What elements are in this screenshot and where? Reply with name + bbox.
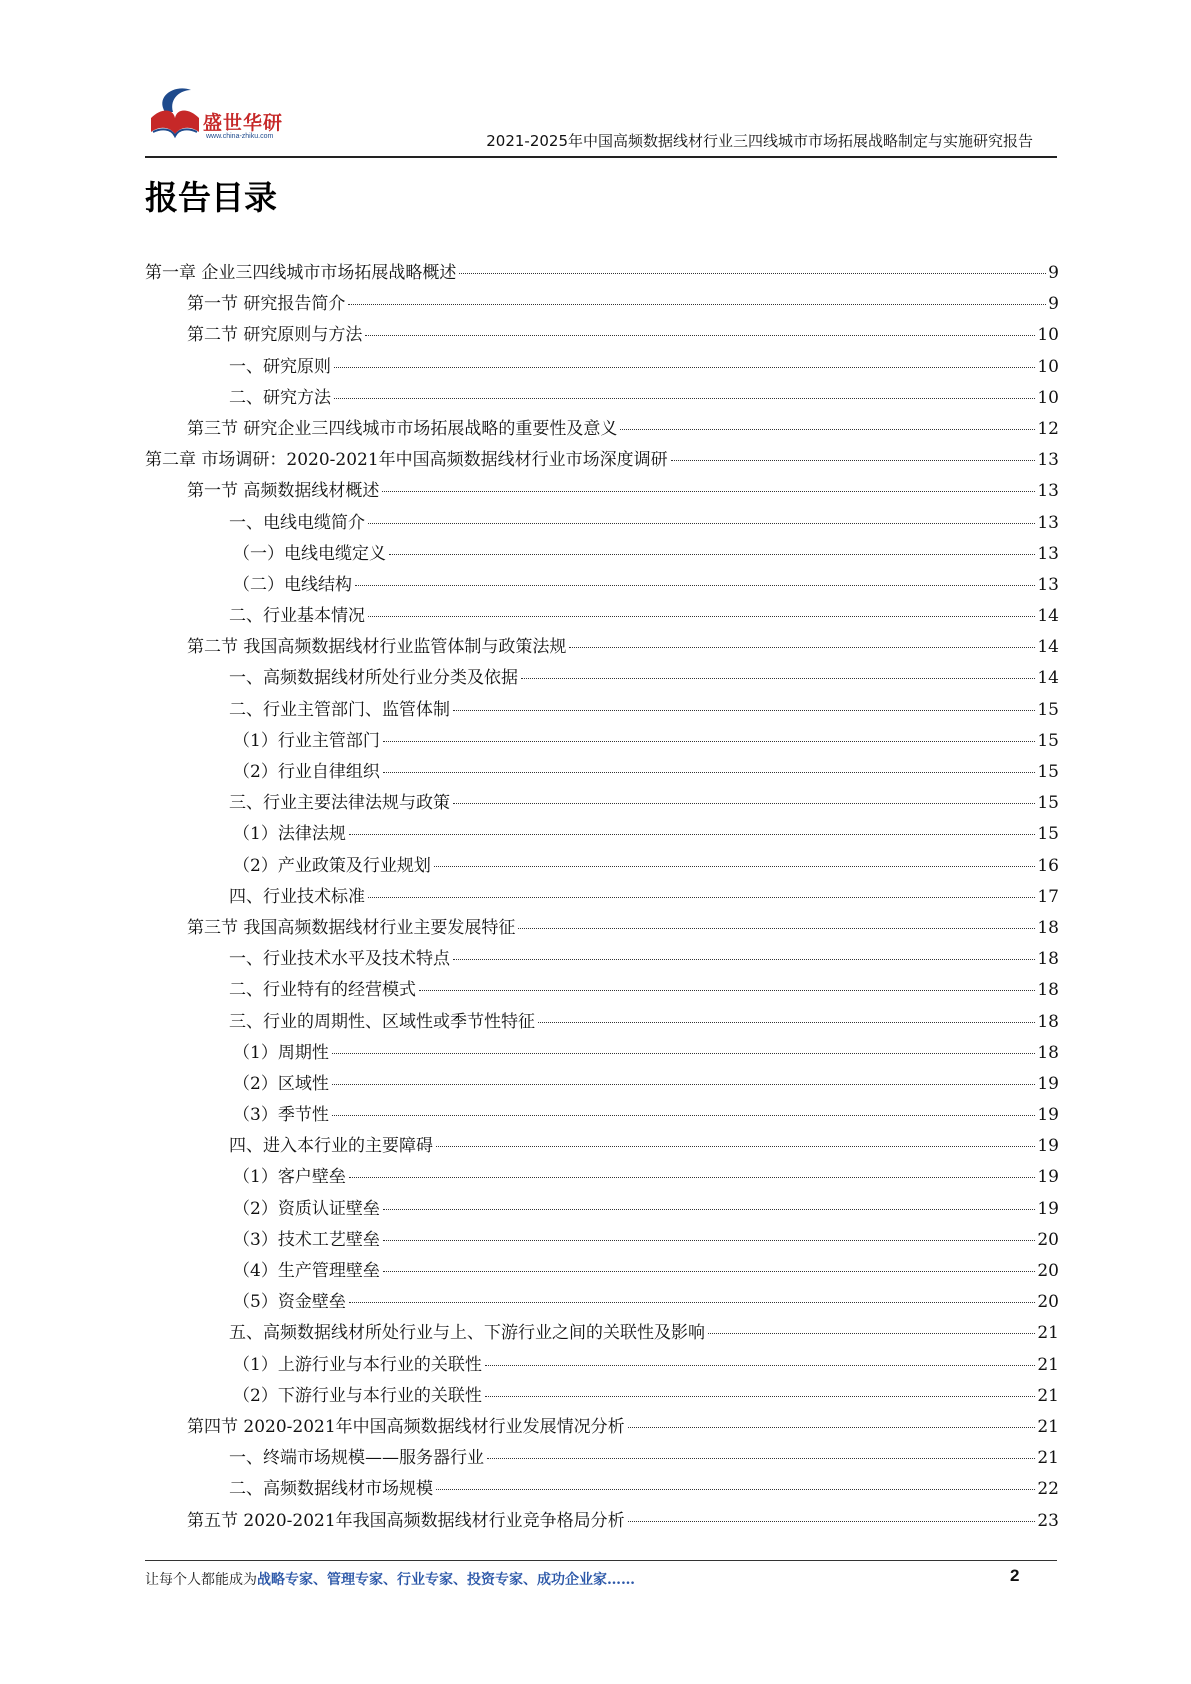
toc-entry[interactable] [145, 1225, 1059, 1256]
toc-entry-page: 13 [1037, 450, 1059, 471]
toc-leader-dots [332, 1114, 1036, 1116]
toc-entry-title: 第三节 我国高频数据线材行业主要发展特征 [187, 917, 516, 938]
toc-entry-title: 二、行业主管部门、监管体制 [229, 699, 450, 720]
toc-entry-page: 13 [1037, 543, 1059, 564]
toc-leader-dots [383, 771, 1036, 773]
toc-entry-title: （2）行业自律组织 [233, 762, 380, 782]
toc-entry-page: 15 [1037, 762, 1059, 782]
toc-leader-dots [453, 958, 1035, 960]
toc-leader-dots [382, 490, 1035, 492]
toc-entry[interactable] [145, 1194, 1059, 1225]
toc-entry[interactable] [145, 1038, 1059, 1069]
toc-entry[interactable] [145, 819, 1059, 850]
toc-entry-page: 10 [1037, 325, 1059, 346]
toc-entry[interactable] [145, 508, 1059, 539]
toc-entry[interactable] [145, 289, 1059, 320]
toc-leader-dots [459, 272, 1046, 274]
toc-entry-page: 19 [1037, 1167, 1059, 1188]
toc-entry-page: 16 [1037, 855, 1059, 876]
slogan-prefix: 让每个人都能成为 [145, 1572, 257, 1588]
toc-entry[interactable] [145, 570, 1059, 601]
toc-entry[interactable] [145, 1131, 1059, 1162]
toc-leader-dots [349, 1301, 1036, 1303]
report-title: 2021-2025年中国高频数据线材行业三四线城市市场拓展战略制定与实施研究报告 [486, 132, 1033, 150]
toc-entry-page: 21 [1037, 1385, 1059, 1406]
toc-entry-page: 19 [1037, 1136, 1059, 1157]
toc-entry-page: 15 [1037, 824, 1059, 845]
toc-leader-dots [334, 366, 1035, 368]
toc-leader-dots [368, 896, 1035, 898]
toc-entry-title: 第五节 2020-2021年我国高频数据线材行业竞争格局分析 [187, 1510, 625, 1531]
toc-leader-dots [628, 1520, 1036, 1522]
toc-entry-title: 二、研究方法 [229, 387, 331, 408]
toc-leader-dots [671, 459, 1036, 461]
toc-entry-title: （一）电线电缆定义 [233, 543, 386, 564]
toc-entry-title: 二、行业基本情况 [229, 606, 365, 627]
toc-entry[interactable] [145, 788, 1059, 819]
toc-entry[interactable] [145, 1412, 1059, 1443]
toc-entry-title: 第二章 市场调研：2020-2021年中国高频数据线材行业市场深度调研 [145, 450, 668, 471]
toc-entry[interactable] [145, 975, 1059, 1006]
toc-entry-title: （1）周期性 [233, 1042, 329, 1063]
toc-entry-page: 18 [1037, 1011, 1059, 1032]
toc-entry[interactable] [145, 1350, 1059, 1381]
logo-url: www.china-zhiku.com [206, 133, 274, 140]
toc-entry-page: 17 [1037, 886, 1059, 907]
toc-entry-page: 18 [1037, 980, 1059, 1001]
toc-leader-dots [355, 584, 1035, 586]
toc-entry-page: 20 [1037, 1229, 1059, 1250]
toc-entry[interactable] [145, 1287, 1059, 1318]
toc-entry[interactable] [145, 320, 1059, 351]
toc-entry[interactable] [145, 601, 1059, 632]
toc-leader-dots [620, 428, 1035, 430]
toc-entry-page: 21 [1037, 1448, 1059, 1469]
toc-entry-title: （二）电线结构 [233, 574, 352, 595]
toc-entry-page: 10 [1037, 356, 1059, 377]
page-title: 报告目录 [145, 178, 277, 217]
toc-entry-page: 15 [1037, 730, 1059, 751]
slogan-highlight: 战略专家、管理专家、行业专家、投资专家、成功企业家…… [257, 1572, 635, 1588]
footer-divider [145, 1560, 1057, 1561]
toc-entry-page: 18 [1037, 1042, 1059, 1063]
toc-entry-page: 18 [1037, 949, 1059, 970]
toc-entry[interactable] [145, 1162, 1059, 1193]
toc-entry-page: 21 [1037, 1354, 1059, 1375]
toc-entry-title: 第三节 研究企业三四线城市市场拓展战略的重要性及意义 [187, 418, 618, 439]
toc-entry[interactable] [145, 1256, 1059, 1287]
toc-entry[interactable] [145, 913, 1059, 944]
toc-entry[interactable] [145, 352, 1059, 383]
toc-entry-page: 19 [1037, 1198, 1059, 1219]
toc-leader-dots [485, 1395, 1036, 1397]
toc-entry[interactable] [145, 632, 1059, 663]
toc-entry-page: 20 [1037, 1292, 1059, 1313]
toc-entry-page: 13 [1037, 481, 1059, 502]
toc-leader-dots [368, 522, 1035, 524]
toc-entry[interactable] [145, 445, 1059, 476]
toc-leader-dots [383, 1239, 1036, 1241]
toc-entry-title: 一、电线电缆简介 [229, 512, 365, 533]
toc-entry-page: 10 [1037, 387, 1059, 408]
toc-entry-title: 第二节 我国高频数据线材行业监管体制与政策法规 [187, 637, 567, 658]
toc-entry-title: （1）客户壁垒 [233, 1167, 346, 1188]
toc-entry-title: （3）季节性 [233, 1105, 329, 1126]
toc-entry-title: （2）产业政策及行业规划 [233, 855, 431, 876]
toc-entry-title: 第二节 研究原则与方法 [187, 325, 363, 346]
toc-entry-title: 五、高频数据线材所处行业与上、下游行业之间的关联性及影响 [229, 1323, 705, 1344]
toc-entry-page: 15 [1037, 793, 1059, 814]
footer-slogan [145, 1569, 635, 1589]
toc-leader-dots [349, 833, 1036, 835]
toc-entry[interactable] [145, 695, 1059, 726]
toc-entry-page: 13 [1037, 512, 1059, 533]
toc-entry[interactable] [145, 1474, 1059, 1505]
toc-leader-dots [434, 865, 1036, 867]
toc-entry[interactable] [145, 383, 1059, 414]
toc-leader-dots [538, 1021, 1035, 1023]
toc-leader-dots [383, 1270, 1036, 1272]
toc-leader-dots [518, 927, 1035, 929]
toc-entry-page: 14 [1037, 637, 1059, 658]
toc-entry-title: （2）下游行业与本行业的关联性 [233, 1385, 482, 1406]
toc-entry-title: 第四节 2020-2021年中国高频数据线材行业发展情况分析 [187, 1416, 625, 1437]
toc-leader-dots [453, 709, 1035, 711]
page-header [145, 78, 1057, 158]
toc-leader-dots [628, 1426, 1036, 1428]
page-number: 2 [1010, 1566, 1020, 1585]
toc-entry-page: 18 [1037, 917, 1059, 938]
toc-entry-title: （5）资金壁垒 [233, 1292, 346, 1313]
toc-entry-title: 一、终端市场规模——服务器行业 [229, 1448, 484, 1469]
table-of-contents [145, 258, 1059, 1537]
toc-entry-page: 21 [1037, 1416, 1059, 1437]
toc-leader-dots [436, 1488, 1035, 1490]
toc-entry[interactable] [145, 539, 1059, 570]
toc-entry[interactable] [145, 258, 1059, 289]
toc-leader-dots [334, 397, 1035, 399]
toc-entry-title: （3）技术工艺壁垒 [233, 1229, 380, 1250]
toc-leader-dots [368, 615, 1035, 617]
toc-entry-title: （1）行业主管部门 [233, 730, 380, 751]
toc-leader-dots [521, 677, 1035, 679]
toc-leader-dots [349, 1176, 1036, 1178]
toc-entry-title: （4）生产管理壁垒 [233, 1261, 380, 1281]
company-logo [145, 78, 305, 144]
toc-entry-title: 第一节 高频数据线材概述 [187, 481, 380, 502]
toc-entry-title: 四、进入本行业的主要障碍 [229, 1136, 433, 1157]
toc-leader-dots [436, 1145, 1035, 1147]
toc-entry-title: 一、研究原则 [229, 356, 331, 377]
toc-entry-page: 15 [1037, 699, 1059, 720]
toc-entry-page: 22 [1037, 1479, 1059, 1500]
header-divider [145, 156, 1057, 158]
toc-leader-dots [348, 303, 1046, 305]
toc-entry-title: 一、高频数据线材所处行业分类及依据 [229, 668, 518, 689]
toc-entry-title: 第一章 企业三四线城市市场拓展战略概述 [145, 263, 457, 283]
toc-entry-page: 13 [1037, 574, 1059, 595]
toc-entry[interactable] [145, 851, 1059, 882]
toc-entry-title: （1）上游行业与本行业的关联性 [233, 1354, 482, 1375]
toc-entry-page: 20 [1037, 1261, 1059, 1281]
toc-entry-title: （1）法律法规 [233, 824, 346, 845]
toc-entry[interactable] [145, 1069, 1059, 1100]
toc-leader-dots [383, 740, 1036, 742]
toc-entry-page: 9 [1048, 294, 1059, 315]
toc-leader-dots [383, 1208, 1036, 1210]
toc-entry[interactable] [145, 1318, 1059, 1349]
toc-entry-title: 第一节 研究报告简介 [187, 294, 346, 315]
toc-entry-title: （2）区域性 [233, 1073, 329, 1094]
toc-leader-dots [569, 646, 1035, 648]
toc-entry[interactable] [145, 757, 1059, 788]
toc-entry[interactable] [145, 726, 1059, 757]
toc-entry-page: 14 [1037, 668, 1059, 689]
toc-entry[interactable] [145, 882, 1059, 913]
toc-entry-title: 二、高频数据线材市场规模 [229, 1479, 433, 1500]
toc-leader-dots [332, 1052, 1036, 1054]
toc-entry[interactable] [145, 944, 1059, 975]
toc-entry[interactable] [145, 663, 1059, 694]
toc-entry-title: （2）资质认证壁垒 [233, 1198, 380, 1219]
toc-leader-dots [419, 989, 1035, 991]
toc-entry[interactable] [145, 414, 1059, 445]
toc-entry-page: 14 [1037, 606, 1059, 627]
toc-leader-dots [365, 334, 1035, 336]
toc-leader-dots [453, 802, 1035, 804]
toc-leader-dots [332, 1083, 1036, 1085]
toc-entry[interactable] [145, 1381, 1059, 1412]
toc-entry[interactable] [145, 1506, 1059, 1537]
toc-leader-dots [708, 1332, 1035, 1334]
toc-entry[interactable] [145, 476, 1059, 507]
toc-entry-page: 19 [1037, 1073, 1059, 1094]
toc-entry[interactable] [145, 1007, 1059, 1038]
toc-entry-page: 12 [1037, 418, 1059, 439]
toc-entry-title: 三、行业主要法律法规与政策 [229, 793, 450, 814]
toc-entry[interactable] [145, 1100, 1059, 1131]
toc-entry-page: 23 [1037, 1510, 1059, 1531]
toc-entry-page: 9 [1048, 263, 1059, 283]
toc-entry[interactable] [145, 1443, 1059, 1474]
toc-leader-dots [389, 553, 1035, 555]
toc-entry-title: 三、行业的周期性、区域性或季节性特征 [229, 1011, 535, 1032]
toc-entry-page: 21 [1037, 1323, 1059, 1344]
toc-leader-dots [487, 1457, 1035, 1459]
toc-entry-title: 一、行业技术水平及技术特点 [229, 949, 450, 970]
logo-name: 盛世华研 [203, 112, 284, 134]
toc-entry-page: 19 [1037, 1105, 1059, 1126]
toc-entry-title: 二、行业特有的经营模式 [229, 980, 416, 1001]
toc-entry-title: 四、行业技术标准 [229, 886, 365, 907]
toc-leader-dots [485, 1364, 1036, 1366]
